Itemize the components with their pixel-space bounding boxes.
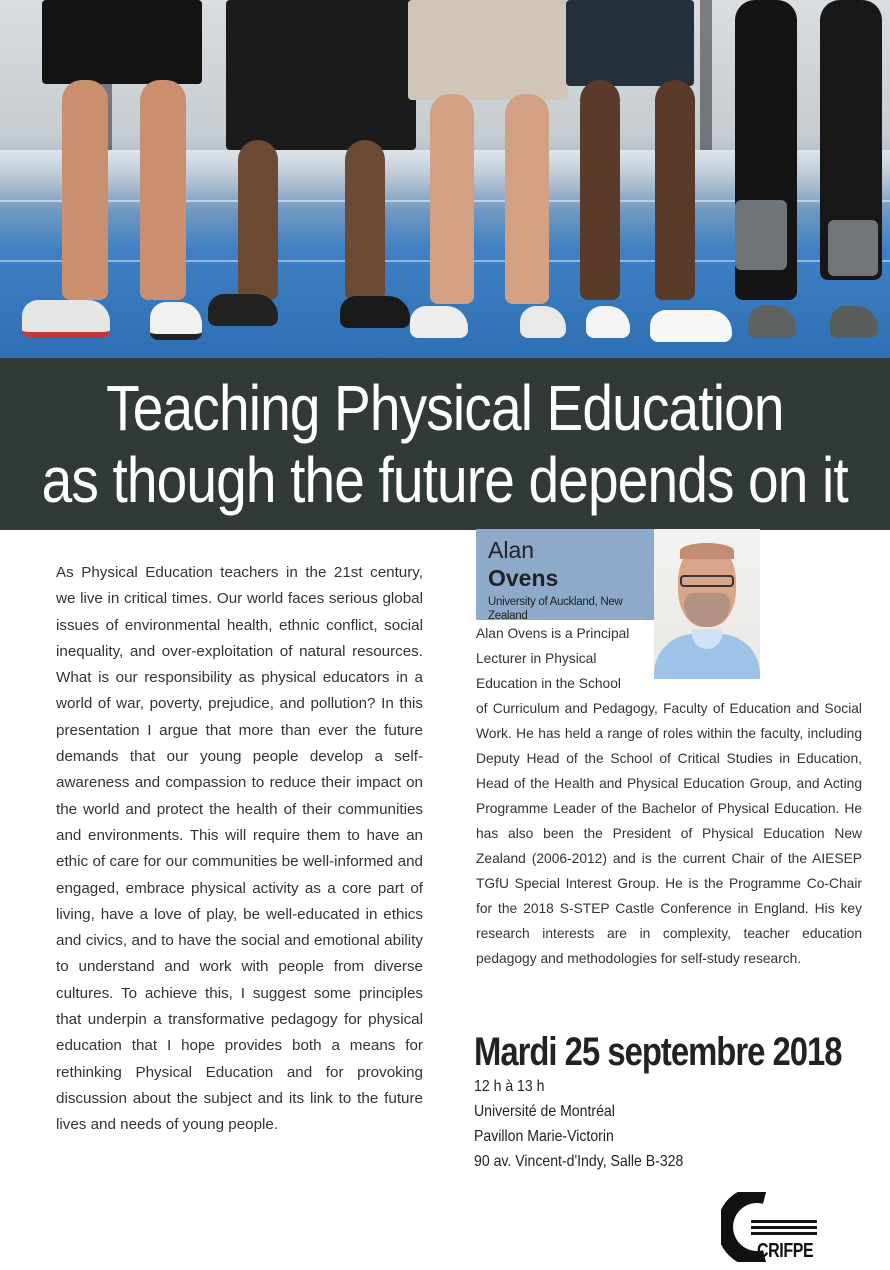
- hero-photo: [0, 0, 890, 358]
- event-university: Université de Montréal: [474, 1103, 615, 1120]
- title-band: [0, 358, 890, 530]
- title-line-2: as though the future depends on it: [41, 444, 849, 516]
- speaker-bio-intro: [476, 621, 646, 696]
- abstract-text: As Physical Education teachers in the 21st century, we live in critical times. Our world faces serious global issues of environmental health, ethnic conflict, social inequality, and over-exploitation of natural resources. What is our responsibility as physical educators in a world of war, poverty, prejudice, and pollution? In this presentation I argue that more than ever the future demands that our young people develop a self-awareness and compassion to reduce their impact on the world and protect the health of their communities and environments. This will require them to have an ethic of care for our communities be well-informed and engaged, embrace physical activity as a core part of living, have a love of play, be well-educated in ethics and civics, and to have the social and emotional ability to understand and work with people from diverse cultures. To achieve this, I suggest some principles that underpin a transformative pedagogy for physical education that I hope provides both a means for rethinking Physical Education and for provoking discussion about the subject and its link to the future lives and needs of young people.: [56, 564, 423, 1134]
- event-address: 90 av. Vincent-d'Indy, Salle B-328: [474, 1153, 684, 1170]
- event-time: 12 h à 13 h: [474, 1078, 545, 1095]
- speaker-last-name: Ovens: [488, 565, 559, 591]
- speaker-photo: [654, 529, 760, 679]
- title-line-1: Teaching Physical Education: [106, 372, 784, 444]
- event-details: [474, 1074, 712, 1174]
- logo-text: CRIFPE: [757, 1240, 814, 1262]
- bio-line-1: Alan Ovens is a Principal: [476, 626, 630, 641]
- speaker-bio: of Curriculum and Pedagogy, Faculty of Education and Social Work. He has held a range of roles within the faculty, including Deputy Head of the School of Critical Studies in Education, Head of the Health and Physical Education Group, and Acting Programme Leader of the Bachelor of Physical Education. He has also been the President of Physical Education New Zealand (2006-2012) and is the current Chair of the AIESEP TGfU Special Interest Group. He is the Programme Co-Chair for the 2018 S-STEP Castle Conference in England. His key research interests are in complexity, teacher education pedagogy and methodologies for self-study research.: [476, 701, 862, 966]
- speaker-name-box: [476, 529, 654, 620]
- bio-line-2: Lecturer in Physical: [476, 651, 597, 666]
- event-date: Mardi 25 septembre 2018: [474, 1030, 842, 1074]
- speaker-first-name: Alan: [488, 537, 535, 563]
- event-building: Pavillon Marie-Victorin: [474, 1128, 614, 1145]
- bio-line-3: Education in the School: [476, 676, 621, 691]
- speaker-affiliation: University of Auckland, New Zealand: [488, 596, 623, 622]
